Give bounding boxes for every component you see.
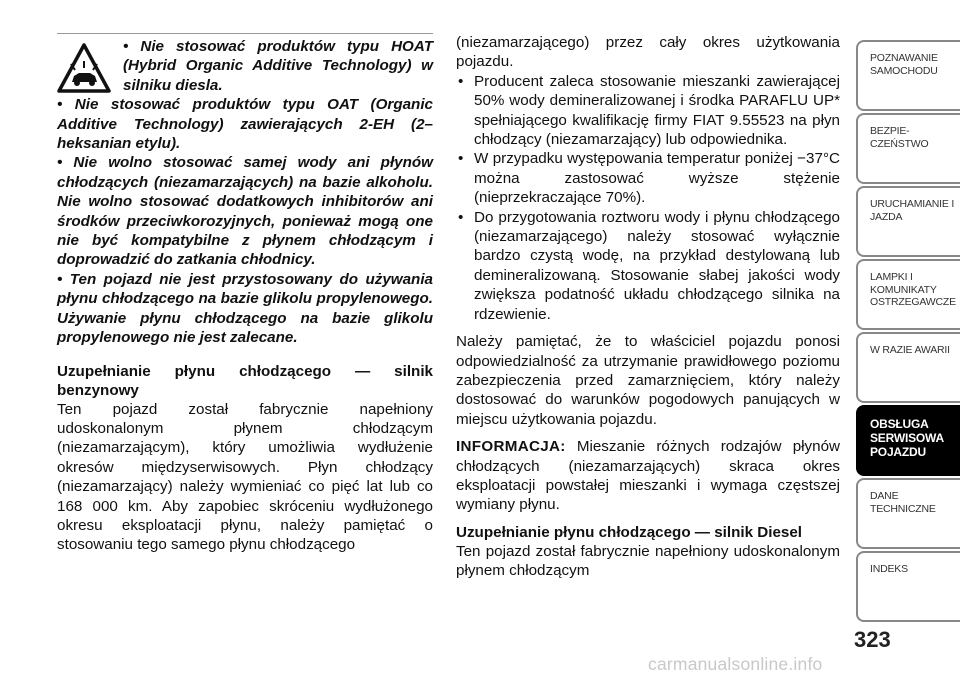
tab-lampki[interactable]: LAMPKI I KOMUNIKATY OSTRZEGAWCZE [856, 259, 960, 330]
info-note [456, 437, 840, 515]
owner-responsibility-paragraph: Należy pamiętać, że to właściciel pojazdu ponosi odpowiedzialność za utrzymanie prawidłowego poziomu zabezpieczenia przed zamarznięciem, który należy dostosować do warunków pogodowych panujących w miejscu użytkowania pojazdu. [456, 333, 840, 428]
tab-dane[interactable]: DANE TECHNICZNE [856, 478, 960, 549]
warning-box [57, 37, 433, 348]
tab-poznawanie[interactable]: POZNAWANIE SAMOCHODU [856, 40, 960, 111]
info-text: Mieszanie różnych rodzajów płynów chłodzących (niezamarzających) skraca okres eksploatacji powstałej mieszanki i wymaga częstszej wymiany płynu. [456, 438, 840, 514]
tab-obsluga[interactable]: OBSŁUGA SERWISOWA POJAZDU [856, 405, 960, 476]
warning-bullet-water: • Nie wolno stosować samej wody ani płynów chłodzących (niezamarzających) na bazie alkoholu. Nie wolno stosować dodatkowych inhibitorów ani środków przeciwkorozyjnych, ponieważ mogą one nie być kompatybilne z płynem chłodzącym i doprowadzić do zatkania chłodnicy. [57, 154, 433, 269]
right-column [456, 33, 840, 581]
section-heading-diesel: Uzupełnianie płynu chłodzącego — silnik Diesel [456, 523, 803, 541]
section-body-petrol: Ten pojazd został fabrycznie napełniony udoskonalonym płynem chłodzącym (niezamarzającym), który umożliwia wydłużenie okresów międzyserwisowych. Płyn chłodzący (niezamarzający) należy wymieniać co pięć lat lub co 168 000 km. Aby zapobiec skróceniu wydłużonego okresu eksploatacji płynu, należy pamiętać o stosowaniu tego samego płynu chłodzącego [57, 400, 433, 554]
section-heading-petrol: Uzupełnianie płynu chłodzącego — silnik benzynowy [57, 362, 433, 399]
list-item: • W przypadku występowania temperatur poniżej −37°C można zastosować wyższe stężenie (nieprzekraczające 70%). [456, 149, 840, 207]
left-column [57, 37, 433, 555]
warning-bullet-oat: • Nie stosować produktów typu OAT (Organic Additive Technology) zawierających 2-EH (2– heksanian etylu). [57, 96, 433, 153]
watermark: carmanualsonline.info [648, 654, 823, 674]
info-label: INFORMACJA: [456, 438, 566, 456]
top-rule [57, 33, 433, 34]
page-number: 323 [854, 627, 891, 652]
warning-bullet-propylene: • Ten pojazd nie jest przystosowany do używania płynu chłodzącego na bazie glikolu propylenowego. Używanie płynu chłodzącego na bazie glikolu propylenowego nie jest zalecane. [57, 270, 433, 347]
section-body-diesel: Ten pojazd został fabrycznie napełniony udoskonalonym płynem chłodzącym [456, 542, 840, 580]
tab-awarii[interactable]: W RAZIE AWARII [856, 332, 960, 403]
list-item: • Producent zaleca stosowanie mieszanki zawierającej 50% wody demineralizowanej i środka PARAFLU UP* spełniającego kwalifikację firmy FIAT 9.55523 na płyn chłodzący (niezamarzający) lub odpowiednika. [456, 72, 840, 150]
continuation-text: (niezamarzającego) przez cały okres użytkowania pojazdu. [456, 34, 840, 71]
warning-bullet-hoat: • Nie stosować produktów typu HOAT (Hybrid Organic Additive Technology) w silniku diesla. [123, 38, 433, 94]
tab-bezpieczenstwo[interactable]: BEZPIE- CZEŃSTWO [856, 113, 960, 184]
tab-uruchamianie[interactable]: URUCHAMIANIE I JAZDA [856, 186, 960, 257]
warning-triangle-car-icon [57, 42, 111, 94]
tab-indeks[interactable]: INDEKS [856, 551, 960, 622]
list-item: • Do przygotowania roztworu wody i płynu chłodzącego (niezamarzającego) należy stosować wyłącznie bardzo czystą wodę, na przykład destylowaną lub demineralizowaną. Stosowanie słabej jakości wody zwiększa podatność układu chłodzącego silnika na rdzewienie. [456, 208, 840, 324]
recommendation-list [456, 72, 840, 324]
